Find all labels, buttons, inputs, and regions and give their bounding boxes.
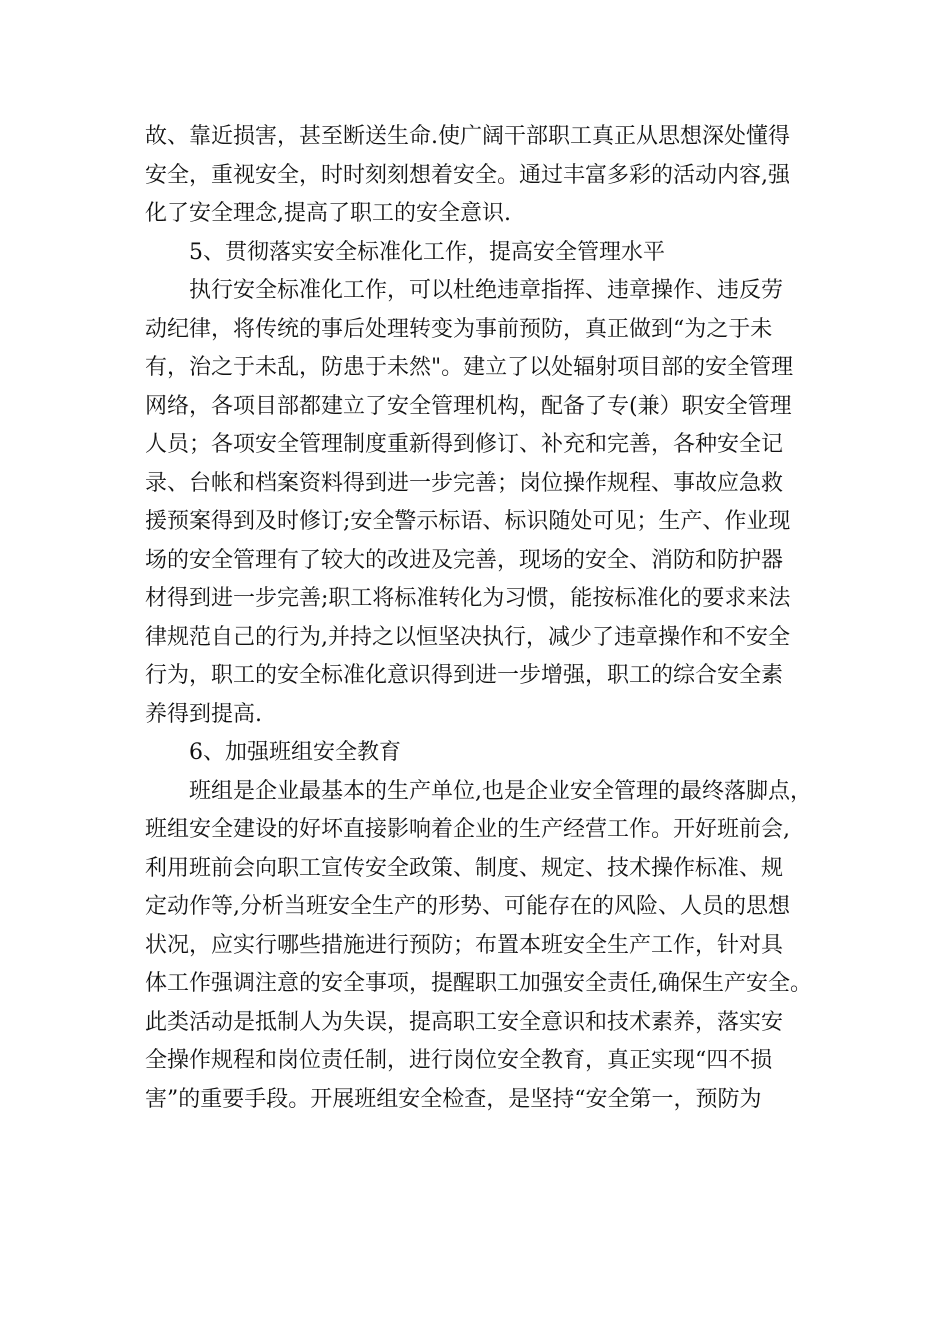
section-heading: 6、加强班组安全教育: [189, 740, 401, 765]
paragraph-line: 安全，重视安全，时时刻刻想着安全。通过丰富多彩的活动内容,强: [145, 162, 790, 188]
paragraph-line: 材得到进一步完善;职工将标准转化为习惯，能按标准化的要求来法: [145, 586, 791, 611]
paragraph-line: 状况，应实行哪些措施进行预防；布置本班安全生产工作，针对具: [145, 932, 784, 958]
paragraph-line: 执行安全标准化工作，可以杜绝违章指挥、违章操作、违反劳: [189, 278, 784, 303]
paragraph-line: 定动作等,分析当班安全生产的形势、可能存在的风险、人员的思想: [145, 894, 790, 919]
paragraph-line: 人员；各项安全管理制度重新得到修订、补充和完善，各种安全记: [145, 432, 784, 457]
paragraph-line: 网络，各项目部都建立了安全管理机构，配备了专(兼）职安全管理: [145, 393, 792, 419]
paragraph-line: 故、靠近损害，甚至断送生命.使广阔干部职工真正从思想深处懂得: [145, 124, 790, 149]
paragraph-line: 律规范自己的行为,并持之以恒坚决执行，减少了违章操作和不安全: [145, 624, 790, 650]
paragraph-line: 体工作强调注意的安全事项，提醒职工加强安全责任,确保生产安全。: [145, 971, 812, 996]
paragraph-line: 有，治之于未乱，防患于未然"。建立了以处辐射项目部的安全管理: [145, 355, 794, 380]
paragraph-line: 行为，职工的安全标准化意识得到进一步增强，职工的综合安全素: [145, 663, 784, 688]
paragraph-line: 化了安全理念,提高了职工的安全意识.: [145, 201, 511, 226]
paragraph-line: 动纪律，将传统的事后处理转变为事前预防，真正做到“为之于未: [145, 316, 773, 342]
paragraph-line: 全操作规程和岗位责任制，进行岗位安全教育，真正实现“四不损: [145, 1048, 773, 1073]
document-body: [145, 118, 813, 1119]
paragraph-line: 援预案得到及时修订;安全警示标语、标识随处可见；生产、作业现: [145, 509, 791, 534]
paragraph-line: 班组是企业最基本的生产单位,也是企业安全管理的最终落脚点，: [189, 778, 812, 804]
paragraph-line: 害”的重要手段。开展班组安全检查，是坚持“安全第一，预防为: [145, 1086, 762, 1112]
paragraph-line: 利用班前会向职工宣传安全政策、制度、规定、技术操作标准、规: [145, 855, 784, 881]
paragraph-line: 养得到提高.: [145, 701, 262, 727]
paragraph-line: 此类活动是抵制人为失误，提高职工安全意识和技术素养，落实安: [145, 1009, 784, 1035]
paragraph-line: 录、台帐和档案资料得到进一步完善；岗位操作规程、事故应急救: [145, 470, 784, 496]
paragraph-line: 班组安全建设的好坏直接影响着企业的生产经营工作。开好班前会,: [145, 817, 790, 842]
section-heading: 5、贯彻落实安全标准化工作，提高安全管理水平: [189, 239, 665, 265]
paragraph-line: 场的安全管理有了较大的改进及完善，现场的安全、消防和防护器: [145, 547, 784, 573]
